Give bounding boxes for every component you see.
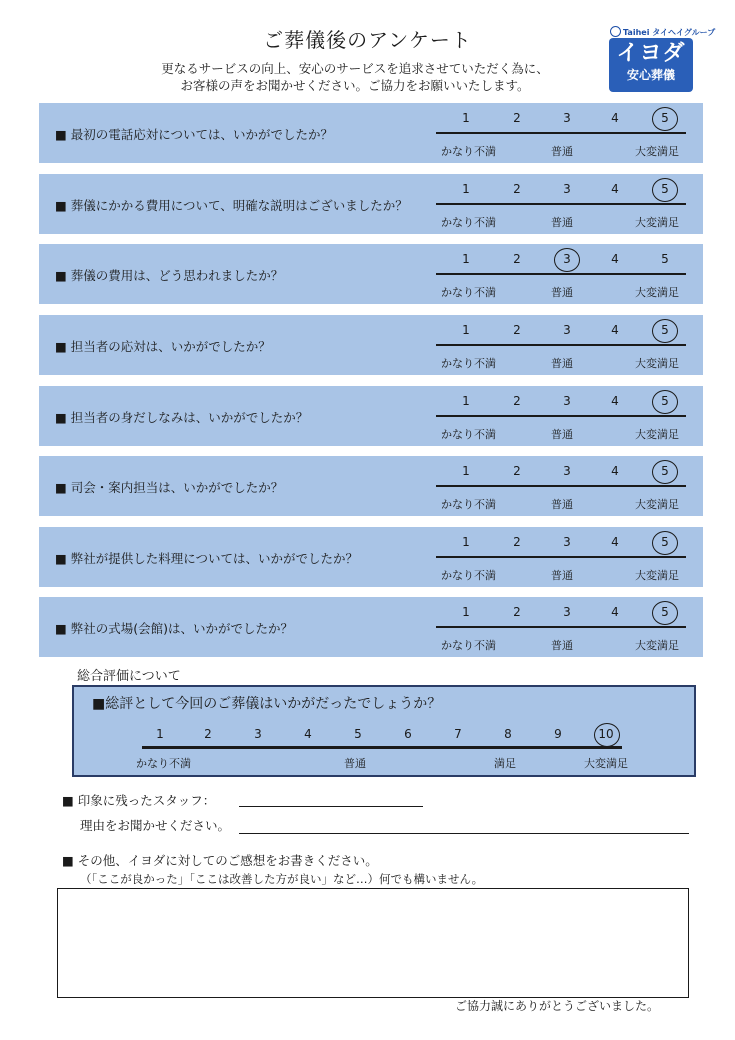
question-text: ■ 担当者の応対は、いかがでしたか？ [55,339,271,354]
scale-label-mid: 普通 [551,639,573,652]
rating-option-3[interactable]: 3 [563,323,571,337]
group-logo-text: Taihei タイヘイグループ [623,28,716,37]
scale-label-high: 大変満足 [635,428,679,441]
overall-option-1[interactable]: 1 [156,727,164,741]
selected-rating-circle [652,460,678,484]
company-logo [609,38,693,92]
rating-option-2[interactable]: 2 [513,394,521,408]
rating-option-4[interactable]: 4 [611,464,619,478]
thanks-text: ご協力誠にありがとうございました。 [455,999,660,1013]
other-comments-label: ■ その他、イヨダに対してのご感想をお書きください。 [62,853,378,868]
overall-label-good: 満足 [494,757,516,770]
question-row [39,456,703,516]
question-row [39,174,703,234]
scale-label-low: かなり不満 [441,428,496,441]
rating-option-1[interactable]: 1 [462,252,470,266]
question-text: ■ 葬儀にかかる費用について、明確な説明はございましたか？ [55,198,408,213]
rating-option-3[interactable]: 3 [563,252,571,266]
scale-label-high: 大変満足 [635,357,679,370]
overall-scale-line [142,746,622,749]
rating-option-1[interactable]: 1 [462,464,470,478]
rating-option-3[interactable]: 3 [563,605,571,619]
scale-label-mid: 普通 [551,145,573,158]
rating-option-5[interactable]: 5 [661,605,669,619]
question-text: ■ 担当者の身だしなみは、いかがでしたか？ [55,410,309,425]
rating-option-2[interactable]: 2 [513,323,521,337]
question-row [39,597,703,657]
question-row [39,386,703,446]
page-title: ご葬儀後のアンケート [263,28,472,52]
reason-input-line[interactable] [239,833,689,834]
overall-question: ■総評として今回のご葬儀はいかがだったでしょうか？ [92,696,442,712]
overall-option-2[interactable]: 2 [204,727,212,741]
rating-scale-line [436,485,686,487]
scale-label-mid: 普通 [551,357,573,370]
selected-rating-circle [652,178,678,202]
rating-option-2[interactable]: 2 [513,605,521,619]
overall-label-mid: 普通 [344,757,366,770]
overall-option-9[interactable]: 9 [554,727,562,741]
rating-option-4[interactable]: 4 [611,182,619,196]
question-text: ■ 司会・案内担当は、いかがでしたか？ [55,480,284,495]
intro-text [120,60,590,94]
question-text: ■ 最初の電話応対については、いかがでしたか？ [55,127,334,142]
rating-option-5[interactable]: 5 [661,394,669,408]
scale-label-mid: 普通 [551,286,573,299]
group-logo [610,26,715,38]
staff-label: ■ 印象に残ったスタッフ： [62,793,216,808]
rating-option-1[interactable]: 1 [462,111,470,125]
scale-label-low: かなり不満 [441,569,496,582]
other-comments-note: （「ここが良かった」「ここは改善した方が良い」など…）何でも構いません。 [80,872,484,886]
overall-option-6[interactable]: 6 [404,727,412,741]
scale-label-low: かなり不満 [441,286,496,299]
scale-label-high: 大変満足 [635,145,679,158]
rating-option-2[interactable]: 2 [513,111,521,125]
overall-option-7[interactable]: 7 [454,727,462,741]
overall-option-5[interactable]: 5 [354,727,362,741]
rating-scale-line [436,626,686,628]
comment-box[interactable] [57,888,689,998]
intro-line-1: 更なるサービスの向上、安心のサービスを追求させていただく為に、 [161,61,549,76]
rating-option-5[interactable]: 5 [661,323,669,337]
rating-scale-line [436,203,686,205]
rating-option-4[interactable]: 4 [611,111,619,125]
scale-label-mid: 普通 [551,498,573,511]
overall-rating-box [72,685,696,777]
scale-label-mid: 普通 [551,569,573,582]
rating-option-4[interactable]: 4 [611,323,619,337]
selected-rating-circle [652,107,678,131]
scale-label-high: 大変満足 [635,569,679,582]
question-row [39,244,703,304]
rating-option-1[interactable]: 1 [462,535,470,549]
reason-label: 理由をお聞かせください。 [80,818,231,833]
scale-label-high: 大変満足 [635,498,679,511]
overall-selected-circle [594,723,620,747]
scale-label-low: かなり不満 [441,639,496,652]
overall-section-title: 総合評価について [77,669,181,684]
staff-input-line[interactable] [239,806,423,807]
rating-option-4[interactable]: 4 [611,394,619,408]
rating-scale-line [436,132,686,134]
rating-option-3[interactable]: 3 [563,111,571,125]
rating-option-5[interactable]: 5 [661,464,669,478]
selected-rating-circle [652,390,678,414]
rating-option-5[interactable]: 5 [661,111,669,125]
rating-option-2[interactable]: 2 [513,535,521,549]
rating-option-3[interactable]: 3 [563,535,571,549]
question-row [39,527,703,587]
scale-label-high: 大変満足 [635,639,679,652]
rating-option-2[interactable]: 2 [513,182,521,196]
selected-rating-circle [652,319,678,343]
rating-option-5[interactable]: 5 [661,252,669,266]
question-row [39,103,703,163]
rating-option-4[interactable]: 4 [611,605,619,619]
overall-label-low: かなり不満 [136,757,191,770]
rating-option-1[interactable]: 1 [462,323,470,337]
rating-scale-line [436,344,686,346]
rating-option-2[interactable]: 2 [513,464,521,478]
selected-rating-circle [652,531,678,555]
overall-option-4[interactable]: 4 [304,727,312,741]
scale-label-low: かなり不満 [441,498,496,511]
question-text: ■ 葬儀の費用は、どう思われましたか？ [55,268,284,283]
rating-option-1[interactable]: 1 [462,394,470,408]
selected-rating-circle [554,248,580,272]
rating-option-4[interactable]: 4 [611,252,619,266]
scale-label-high: 大変満足 [635,286,679,299]
rating-option-4[interactable]: 4 [611,535,619,549]
company-logo-sub: 安心葬儀 [626,68,675,82]
scale-label-high: 大変満足 [635,216,679,229]
rating-scale-line [436,273,686,275]
rating-scale-line [436,556,686,558]
selected-rating-circle [652,601,678,625]
taihei-mark-icon [610,26,621,37]
scale-label-low: かなり不満 [441,357,496,370]
rating-option-1[interactable]: 1 [462,605,470,619]
overall-option-10[interactable]: 10 [598,727,614,741]
rating-option-2[interactable]: 2 [513,252,521,266]
company-logo-main: イヨダ [616,41,686,66]
overall-option-8[interactable]: 8 [504,727,512,741]
question-row [39,315,703,375]
question-text: ■ 弊社の式場(会館)は、いかがでしたか？ [55,621,294,636]
question-text: ■ 弊社が提供した料理については、いかがでしたか？ [55,551,359,566]
rating-option-1[interactable]: 1 [462,182,470,196]
intro-line-2: お客様の声をお聞かせください。ご協力をお願いいたします。 [180,78,530,93]
rating-option-5[interactable]: 5 [661,535,669,549]
rating-scale-line [436,415,686,417]
scale-label-mid: 普通 [551,428,573,441]
scale-label-low: かなり不満 [441,145,496,158]
rating-option-5[interactable]: 5 [661,182,669,196]
rating-option-3[interactable]: 3 [563,394,571,408]
scale-label-low: かなり不満 [441,216,496,229]
scale-label-mid: 普通 [551,216,573,229]
overall-option-3[interactable]: 3 [254,727,262,741]
overall-label-high: 大変満足 [584,757,628,770]
rating-option-3[interactable]: 3 [563,182,571,196]
rating-option-3[interactable]: 3 [563,464,571,478]
